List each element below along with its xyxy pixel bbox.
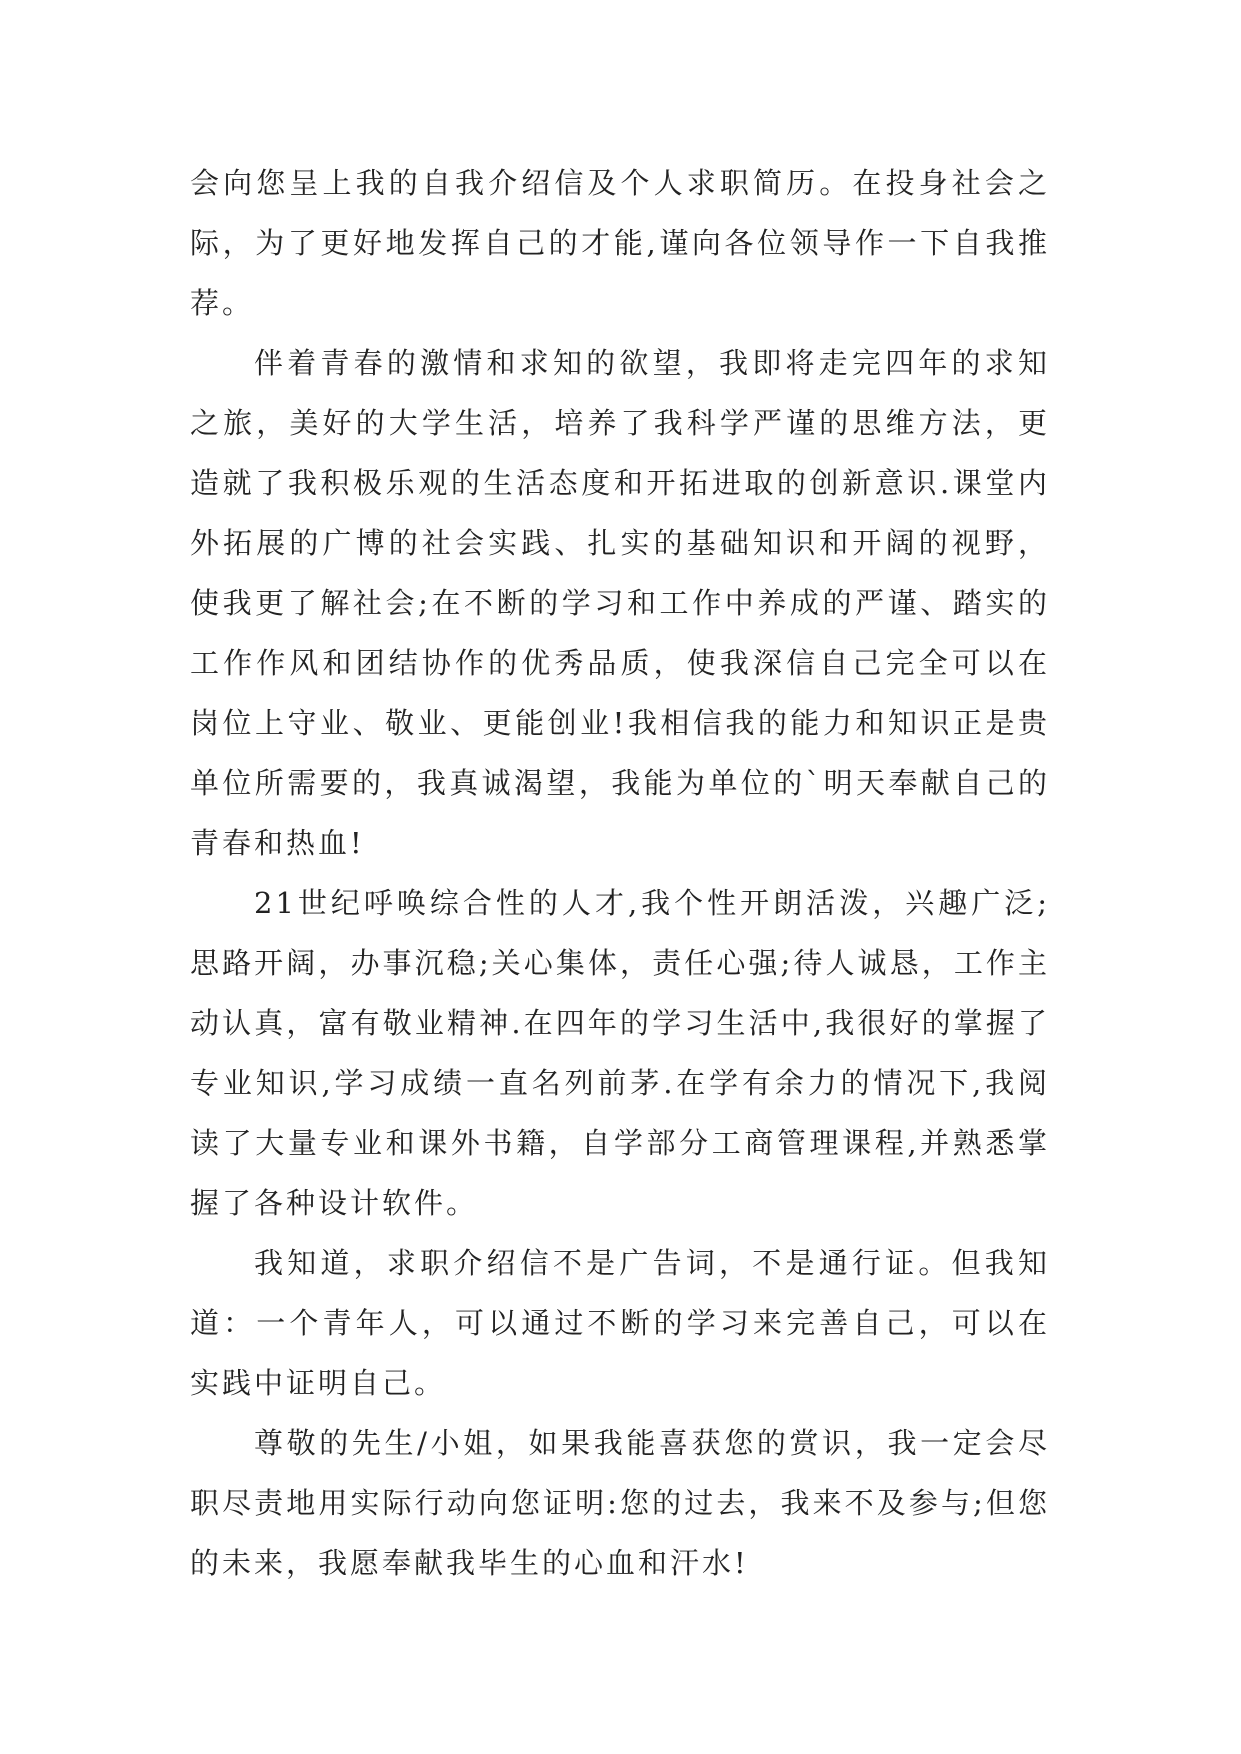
paragraph-2: 伴着青春的激情和求知的欲望，我即将走完四年的求知之旅，美好的大学生活，培养了我科学严谨的思维方法，更造就了我积极乐观的生活态度和开拓进取的创新意识.课堂内外拓展的广博的社会实践、扎实的基础知识和开阔的视野，使我更了解社会;在不断的学习和工作中养成的严谨、踏实的工作作风和团结协作的优秀品质，使我深信自己完全可以在岗位上守业、敬业、更能创业!我相信我的能力和知识正是贵单位所需要的，我真诚渴望，我能为单位的`明天奉献自己的青春和热血!	[190, 346, 1050, 860]
paragraph-1: 会向您呈上我的自我介绍信及个人求职简历。在投身社会之际，为了更好地发挥自己的才能,谨向各位领导作一下自我推荐。	[190, 166, 1050, 320]
paragraph-3: 21世纪呼唤综合性的人才,我个性开朗活泼，兴趣广泛;思路开阔，办事沉稳;关心集体，责任心强;待人诚恳，工作主动认真，富有敬业精神.在四年的学习生活中,我很好的掌握了专业知识,学习成绩一直名列前茅.在学有余力的情况下,我阅读了大量专业和课外书籍，自学部分工商管理课程,并熟悉掌握了各种设计软件。	[190, 886, 1050, 1220]
letter-body	[190, 153, 1050, 1593]
paragraph-4: 我知道，求职介绍信不是广告词，不是通行证。但我知道：一个青年人，可以通过不断的学习来完善自己，可以在实践中证明自己。	[190, 1246, 1050, 1400]
paragraph-5: 尊敬的先生/小姐，如果我能喜获您的赏识，我一定会尽职尽责地用实际行动向您证明:您的过去，我来不及参与;但您的未来，我愿奉献我毕生的心血和汗水!	[190, 1426, 1050, 1580]
